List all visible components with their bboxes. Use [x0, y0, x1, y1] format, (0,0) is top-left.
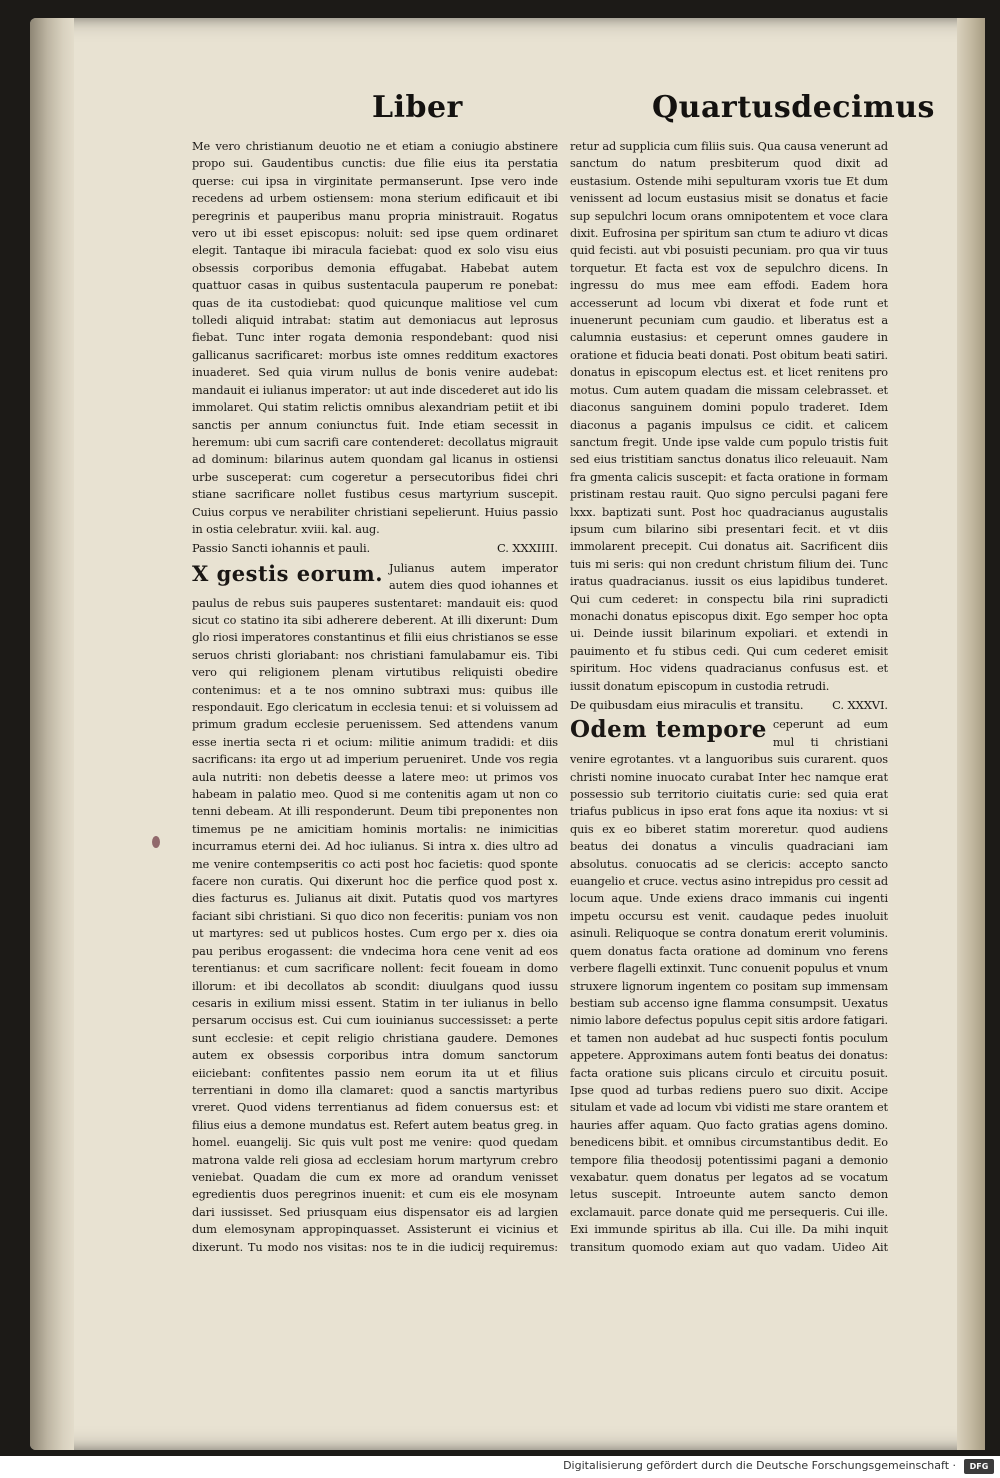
- chapter-rubric: [570, 697, 888, 714]
- page-edge: [957, 18, 985, 1450]
- chapter-number: C. XXXIIII.: [497, 541, 558, 556]
- ink-stain: [152, 836, 160, 848]
- paragraph: retur ad supplicia cum filiis suis. Qua causa venerunt ad sanctum do natum presbiterum quod dixit ad eustasium. Ostende mihi sepulturam vxoris tue Et dum venissent ad locum eustasius misit se donatus et facie sup sepulchri locum orans omnipotentem et voce clara dixit. Eufrosina per spiritum san ctum te adiuro vt dicas quid fecisti. aut vbi posuisti pecuniam. pro qua vir tuus torquetur. Et facta est vox de sepulchro dicens. In ingressu do mus mee eam effodi. Eadem hora accesserunt ad locum vbi dixerat et fode runt et inuenerunt pecuniam cum gaudio. et liberatus est a calumnia eustasius: et ceperunt omnes gaudere in oratione et fiducia beati donati. Post obitum beati satiri. donatus in episcopum electus est. et licet renitens pro motus. Cum autem quadam die missam celebrasset. et diaconus sanguinem domini populo traderet. Idem diaconus a paganis impulsus ce cidit. et calicem sanctum fregit. Unde ipse valde cum populo tristis fuit sed eius tristitiam sanctus donatus ilico releuauit. Nam fra gmenta calicis suscepit: et facta oratione in formam pristinam restau rauit. Quo signo perculsi pagani fere lxxx. baptizati sunt. Post hoc quadracianus augustalis ipsum cum bilarino sibi presentari fecit. et vt diis immolarent precepit. Cui donatus ait. Sacrificent diis tuis mi seris: qui non credunt christum filium dei. Tunc iratus quadracianus. iussit os eius lapidibus tunderet. Qui cum cederet: in conspectu bila rini supradicti monachi donatus episcopus dixit. Ego semper hoc opta ui. Deinde iussit bilarinum expoliari. et extendi in pauimento et fu stibus cedi. Qui cum cederet emisit spiritum. Hoc videns quadracianus confusus est. et iussit donatum episcopum in custodia retrudi.: [570, 140, 888, 693]
- text-column-left: [192, 138, 558, 1258]
- paragraph: Me vero christianum deuotio ne et etiam a coniugio abstinere propo sui. Gaudentibus cunctis: due filie eius ita perstatia querse: cui ipsa in virginitate permanserunt. Ipse vero inde recedens ad urbem ostiensem: mona sterium edificauit et ibi peregrinis et pauperibus manu propria ministrauit. Rogatus vero ut ibi esset episcopus: noluit: sed ipse quem ordinaret elegit. Tantaque ibi miracula faciebat: quod ex solo visu eius obsessis corporibus demonia effugabat. Habebat autem quattuor casas in quibus sustentacula pauperum re ponebat: quas de ita custodiebat: quod quicunque malitiose vel cum tolledi aliquid intrabat: statim aut demoniacus aut leprosus fiebat. Tunc inter rogata demonia respondebant: quod nisi gallicanus sacrificaret: morbus iste omnes redditum exactores inuaderet. Sed quia virum nullus de bonis venire audebat: mandauit ei iulianus imperator: ut aut inde discederet aut ido lis immolaret. Qui statim relictis omnibus alexandriam petiit et ibi sanctis per annum coniunctus fuit. Inde etiam secessit in heremum: ubi cum sacrifi care contenderet: decollatus migrauit ad dominum: bilarinus autem quondam gal licanus in ostiensi urbe susceperat: cum cogeretur a persecutoribus fidei chri stiane sacrificare nollet fustibus cesus martyrium suscepit. Cuius corpus ve nerabiliter christiani sepelierunt. Huius passio in ostia celebratur. xviii. kal. aug.: [192, 140, 558, 536]
- incipit-heading: X gestis eorum.: [192, 560, 384, 586]
- chapter-number: C. XXXVI.: [832, 698, 888, 712]
- book-page: [30, 18, 985, 1450]
- paragraph: Julianus autem imperator autem dies quod iohannes et paulus de rebus suis pauperes sustentaret: mandauit eis: quod sicut co statino ita sibi adherere deberent. At illi dixerunt: Dum glo riosi imperatores constantinus et filii eius christianos se esse seruos christi gloriabant: nos christiani famulabamur eis. Tibi vero qui religionem plenam virtutibus reliquisti obedire contenimus: et a te nos omnino subtraxi mus: quibus ille respondauit. Ego clericatum in ecclesia tenui: et si voluissem ad primum gradum ecclesie peruenissem. Sed attendens vanum esse inertia secta ri et ocium: militie animum tradidi: et diis sacrificans: ita ergo ut ad imperium perueniret. Unde vos regia aula nutriti: non debetis deesse a latere meo: ut primos vos habeam in palatio meo. Quod si me contenitis agam ut non co tenni debeam. At illi responderunt. Deum tibi preponentes non timemus pe ne amicitiam hominis mortalis: ne inimicitias incurramus eterni dei. Ad hoc iulianus. Si intra x. dies ultro ad me venire contempseritis co acti post hoc facietis: quod sponte facere non curatis. Qui dixerunt hoc die perfice quod post x. dies facturus es. Julianus ait dixit. Putatis quod vos martyres faciant sibi christiani. Si quo dico non feceritis: puniam vos non ut martyres: sed ut publicos hostes. Cum ergo per x. dies oia pau peribus erogassent: die vndecima hora cene venit ad eos terentianus: et cum sacrificare nollent: fecit foueam in domo illorum: et ibi decollatos ab scondit: diuulgans quod iussu cesaris in exilium missi essent. Statim in ter iulianus in bello persarum occisus est. Cui cum iouinianus successisset: a perte sunt ecclesie: et cepit religio christiana gaudere. Demones autem ex obsessis corporibus intra domum sanctorum eiiciebant: confitentes passio nem eorum ita ut et filius terrentiani in domo illa clamaret: quod a sanctis martyribus vreret. Quod videns terrentianus ad fidem conuersus est: et filius eius a demone mundatus est. Refert autem beatus greg. in homel. euangelij. Sic quis vult post me venire: quod quedam matrona valde reli giosa ad ecclesiam horum martyrum crebro veniebat. Quadam die cum ex more ad orandum venisset egredientis duos peregrinos inuenit: et cum eis ele mosynam dari iussisset. Sed priusquam eius dispensator eis ad largien dum elemosynam appropinquasset. Assisterunt ei vicinius et dixerunt. Tu modo nos visitas: nos te in die iudicij requiremus:: [192, 561, 558, 1254]
- chapter-title: De quibusdam eius miraculis et transitu.: [570, 698, 804, 712]
- funding-note: Digitalisierung gefördert durch die Deutsche Forschungsgemeinschaft ·: [563, 1459, 956, 1472]
- paragraph: ceperunt ad eum mul ti christiani venire egrotantes. vt a languoribus suis curarent. quos christi nomine inuocato curabat Inter hec namque erat possessio sub territorio ciuitatis curie: sed quia erat triafus publicus in ipso erat fons aque ita noxius: vt si quis ex eo biberet statim moreretur. quod audiens beatus dei donatus a vinculis quadraciani iam absolutus. conuocatis ad se clericis: accepto sancto euangelio et cruce. vectus asino intrepidus pro cessit ad locum aque. Unde exiens draco immanis cui ingenti impetu occursu est venit. caudaque pedes inuoluit asinuli. Reliquoque se contra donatum ererit voluminis. quem donatus facta oratione ad dominum vno ferens verbere flagelli extinxit. Tunc conuenit populus et vnum struxere lignorum ingentem co positam sup immensam bestiam sub accenso igne flamma consumpsit. Uexatus nimio labore defectus populus cepit sitis ardore fatigari. et tamen non audebat ad huc suspecti fontis poculum appetere. Approximans autem fonti beatus dei donatus: facta oratione suis plicans circulo et circuitu posuit. Ipse quod ad turbas rediens puero suo dixit. Accipe situlam et vade ad locum vbi vidisti me stare orantem et hauries affer aquam. Quo facto gratias agens domino. benedicens bibit. et omnibus circumstantibus dedit. Eo tempore filia theodosij potentissimi pagani a demonio vexabatur. quem donatus per legatos ad se vocatum letus suscepit. Introeunte autem sancto demon exclamauit. parce donate quid me persequeris. Cui ille. Exi immunde spiritus ab illa. Cui ille. Da mihi inquit transitum quomodo exiam aut quo vadam. Uideo Ait: [570, 718, 888, 1254]
- dfg-logo-icon: DFG: [964, 1459, 994, 1474]
- incipit-heading: Odem tempore: [570, 716, 767, 744]
- chapter-title: Passio Sancti iohannis et pauli.: [192, 541, 371, 556]
- running-head-left: Liber: [372, 90, 463, 125]
- footer-bar: [0, 1456, 1000, 1478]
- text-column-right: [570, 138, 888, 1258]
- running-head-right: Quartusdecimus: [652, 90, 935, 125]
- chapter-rubric: [192, 540, 558, 557]
- book-gutter: [30, 18, 74, 1450]
